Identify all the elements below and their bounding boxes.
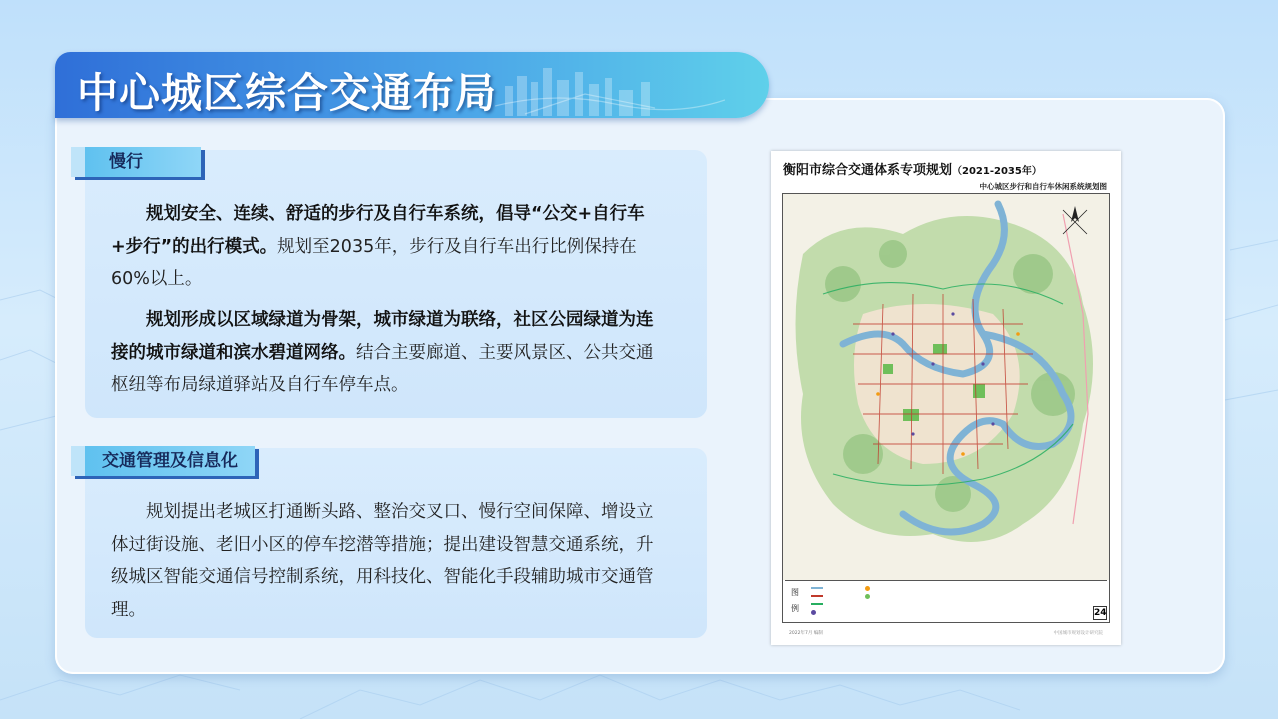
map-footer-left: 2022年7月 编制 — [789, 631, 823, 636]
paragraph-lead: 规划安全、连续、舒适的步行及自行车系统，倡导“公交+自行车+步行”的出行模式。 — [111, 204, 645, 257]
legend-item-station — [811, 610, 819, 616]
paragraph-body: 规划至2035年，步行及自行车出行比例保持在60%以上。 — [111, 236, 637, 289]
planning-map-figure — [771, 151, 1121, 645]
skyline-decoration — [495, 56, 725, 116]
legend-item-river — [811, 586, 826, 591]
legend-label: 图 例 — [791, 588, 799, 613]
map-footer-right: 中国城市规划设计研究院 — [1053, 631, 1103, 636]
slow-traffic-paragraph-1 — [111, 198, 659, 296]
paragraph-body: 规划提出老城区打通断头路、整治交叉口、慢行空间保障、增设立体过街设施、老旧小区的停车挖潜等措施；提出建设智慧交通系统，升级城区智能交通信号控制系统，用科技化、智能化手段辅助城市交通管理。 — [111, 502, 654, 620]
legend-item-park-2 — [865, 594, 873, 600]
page-title: 中心城区综合交通布局 — [77, 69, 497, 117]
map-subtitle: 中心城区步行和自行车休闲系统规划图 — [979, 182, 1107, 191]
slow-traffic-paragraph-2 — [111, 304, 659, 402]
map-page-number: 24 — [1094, 608, 1107, 618]
map-frame — [782, 193, 1110, 623]
title-banner — [55, 52, 769, 118]
traffic-management-paragraph — [111, 496, 659, 626]
paragraph-lead: 规划形成以区域绿道为骨架，城市绿道为联络，社区公园绿道为连接的城市绿道和滨水碧道网络。 — [111, 310, 654, 363]
paragraph-body: 结合主要廊道、主要风景区、公共交通枢纽等布局绿道驿站及自行车停车点。 — [111, 342, 654, 395]
map-legend — [785, 580, 1107, 622]
legend-item-greenway — [811, 602, 826, 607]
legend-item-park — [865, 586, 873, 592]
section-tag-traffic-management: 交通管理及信息化 — [71, 446, 255, 476]
map-title: 衡阳市综合交通体系专项规划（2021-2035年） — [783, 163, 1042, 178]
map-years: （2021-2035年） — [952, 166, 1042, 177]
section-tag-slow-traffic: 慢行 — [71, 147, 201, 177]
legend-item-road — [811, 594, 826, 599]
city-map-graphic — [783, 194, 1109, 580]
